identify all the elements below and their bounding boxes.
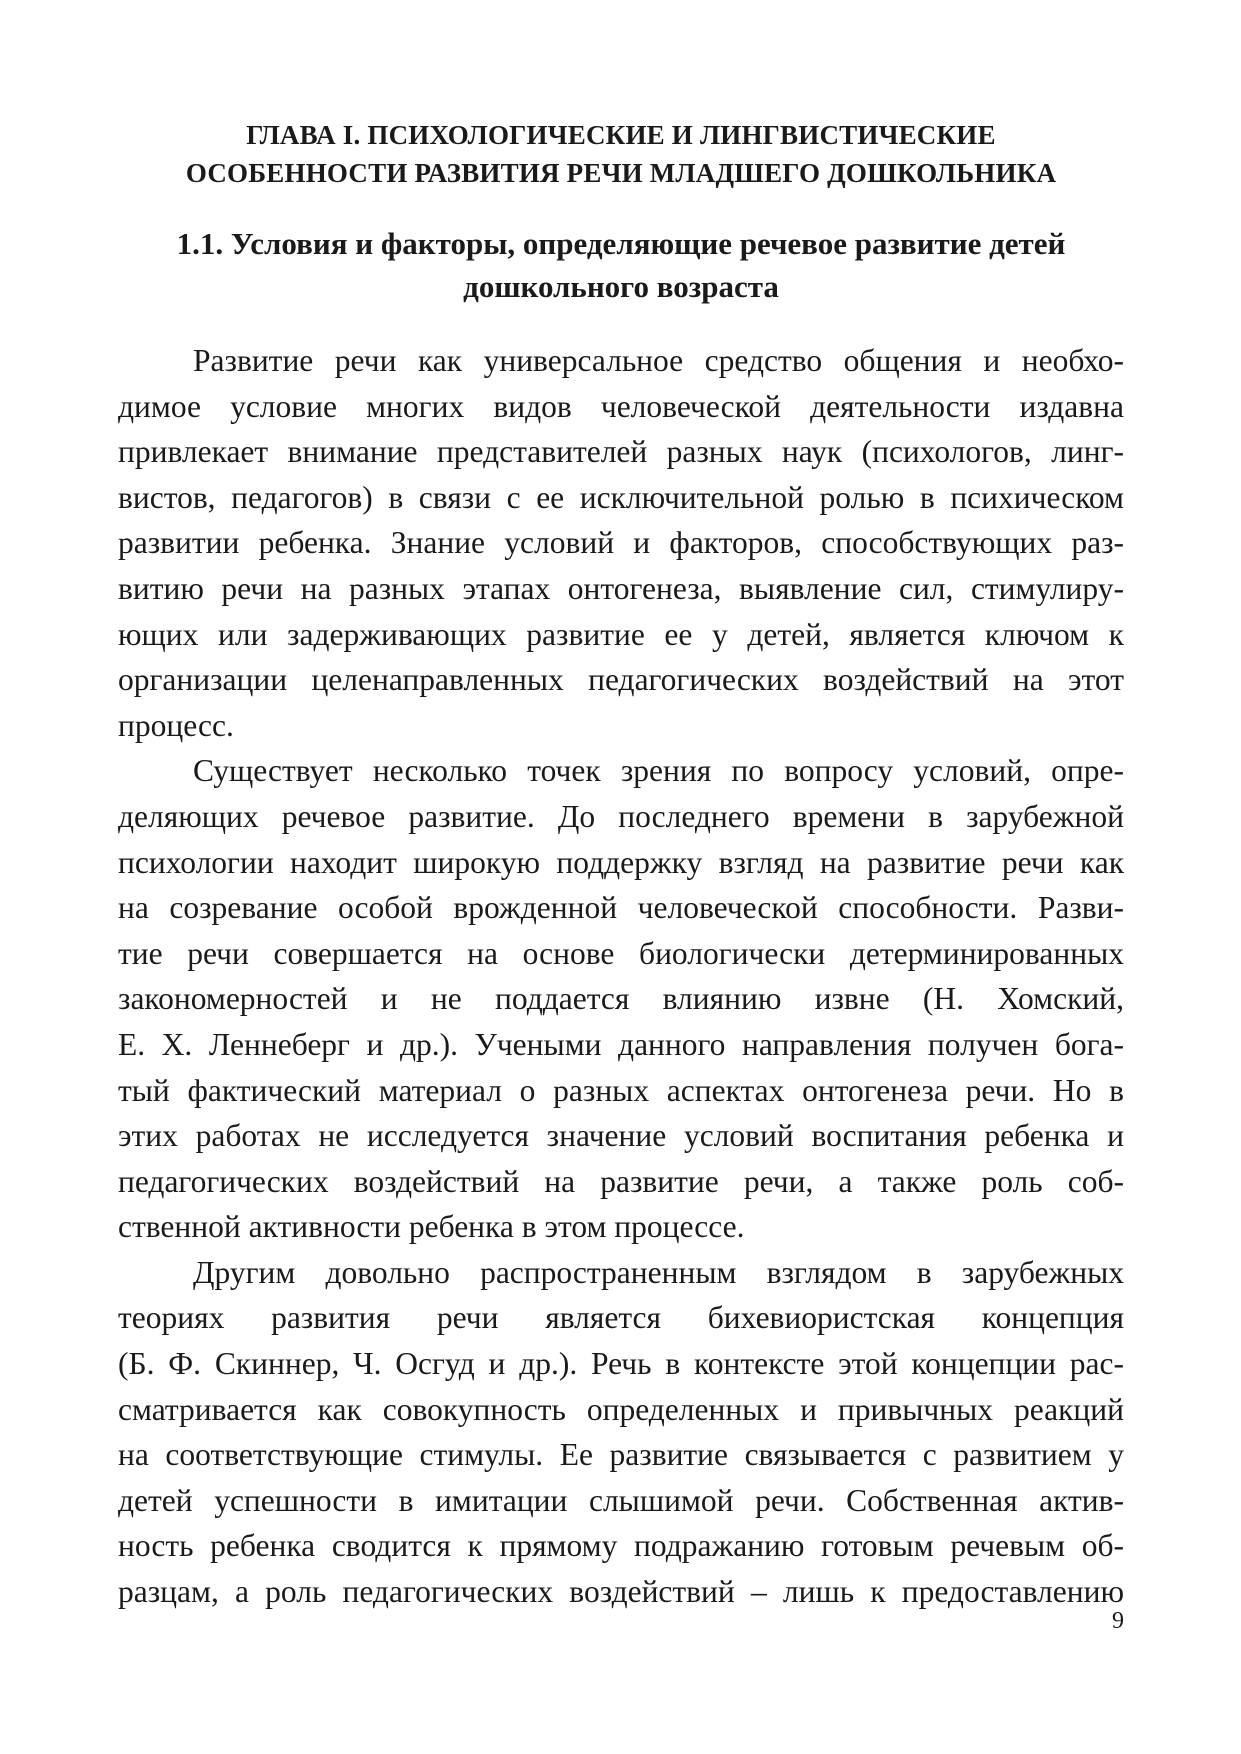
text-line: тие речи совершается на основе биологически детерминированных	[118, 935, 1124, 971]
paragraph-3	[118, 1250, 1124, 1615]
text-line: на соответствующие стимулы. Ее развитие связывается с развитием у	[118, 1437, 1124, 1473]
text-line: теориях развития речи является бихевиористская концепция	[118, 1300, 1124, 1336]
text-line: Другим довольно распространенным взглядом в зарубежных	[193, 1254, 1124, 1290]
text-line: развитии ребенка. Знание условий и факторов, способствующих раз-	[118, 525, 1124, 561]
text-line: закономерностей и не поддается влиянию извне (Н. Хомский,	[118, 981, 1124, 1017]
text-line: разцам, а роль педагогических воздействий – лишь к предоставлению	[118, 1574, 1124, 1610]
text-line: педагогических воздействий на развитие речи, а также роль соб-	[118, 1163, 1124, 1199]
section-title-line: 1.1. Условия и факторы, определяющие речевое развитие детей	[176, 226, 1066, 261]
text-line: ность ребенка сводится к прямому подражанию готовым речевым об-	[118, 1528, 1124, 1564]
chapter-title-line: ОСОБЕННОСТИ РАЗВИТИЯ РЕЧИ МЛАДШЕГО ДОШКОЛЬНИКА	[185, 158, 1057, 188]
text-line: димое условие многих видов человеческой деятельности издавна	[118, 388, 1124, 424]
text-line: вистов, педагогов) в связи с ее исключительной ролью в психическом	[118, 479, 1124, 515]
text-line: на созревание особой врожденной человеческой способности. Разви-	[118, 890, 1124, 926]
text-line: Е. Х. Леннеберг и др.). Учеными данного направления получен бога-	[118, 1026, 1124, 1062]
text-line: ственной активности ребенка в этом процессе.	[118, 1209, 745, 1245]
text-line: витию речи на разных этапах онтогенеза, выявление сил, стимулиру-	[118, 570, 1124, 606]
text-line: детей успешности в имитации слышимой речи. Собственная актив-	[118, 1482, 1124, 1518]
section-title-line: дошкольного возраста	[463, 269, 779, 304]
text-line: Развитие речи как универсальное средство общения и необхо-	[193, 343, 1124, 378]
paragraph-2	[118, 748, 1124, 1250]
body-text	[118, 338, 1124, 1615]
text-line: Существует несколько точек зрения по вопросу условий, опре-	[193, 753, 1124, 789]
page-number: 9	[1112, 1608, 1124, 1634]
text-line: этих работах не исследуется значение условий воспитания ребенка и	[118, 1118, 1124, 1154]
text-line: процесс.	[118, 707, 234, 743]
text-line: сматривается как совокупность определенных и привычных реакций	[118, 1391, 1124, 1427]
text-line: организации целенаправленных педагогических воздействий на этот	[118, 662, 1124, 698]
paragraph-1	[118, 338, 1124, 748]
text-line: психологии находит широкую поддержку взгляд на развитие речи как	[118, 844, 1124, 880]
section-title	[118, 222, 1124, 308]
text-line: деляющих речевое развитие. До последнего времени в зарубежной	[118, 798, 1124, 834]
chapter-title-line: ГЛАВА I. ПСИХОЛОГИЧЕСКИЕ И ЛИНГВИСТИЧЕСКИЕ	[246, 120, 996, 150]
text-line: тый фактический материал о разных аспектах онтогенеза речи. Но в	[118, 1072, 1124, 1108]
text-line: (Б. Ф. Скиннер, Ч. Осгуд и др.). Речь в контексте этой концепции рас-	[118, 1346, 1124, 1382]
text-line: привлекает внимание представителей разных наук (психологов, линг-	[118, 434, 1124, 470]
text-line: ющих или задерживающих развитие ее у детей, является ключом к	[118, 616, 1124, 652]
chapter-title	[118, 116, 1124, 192]
